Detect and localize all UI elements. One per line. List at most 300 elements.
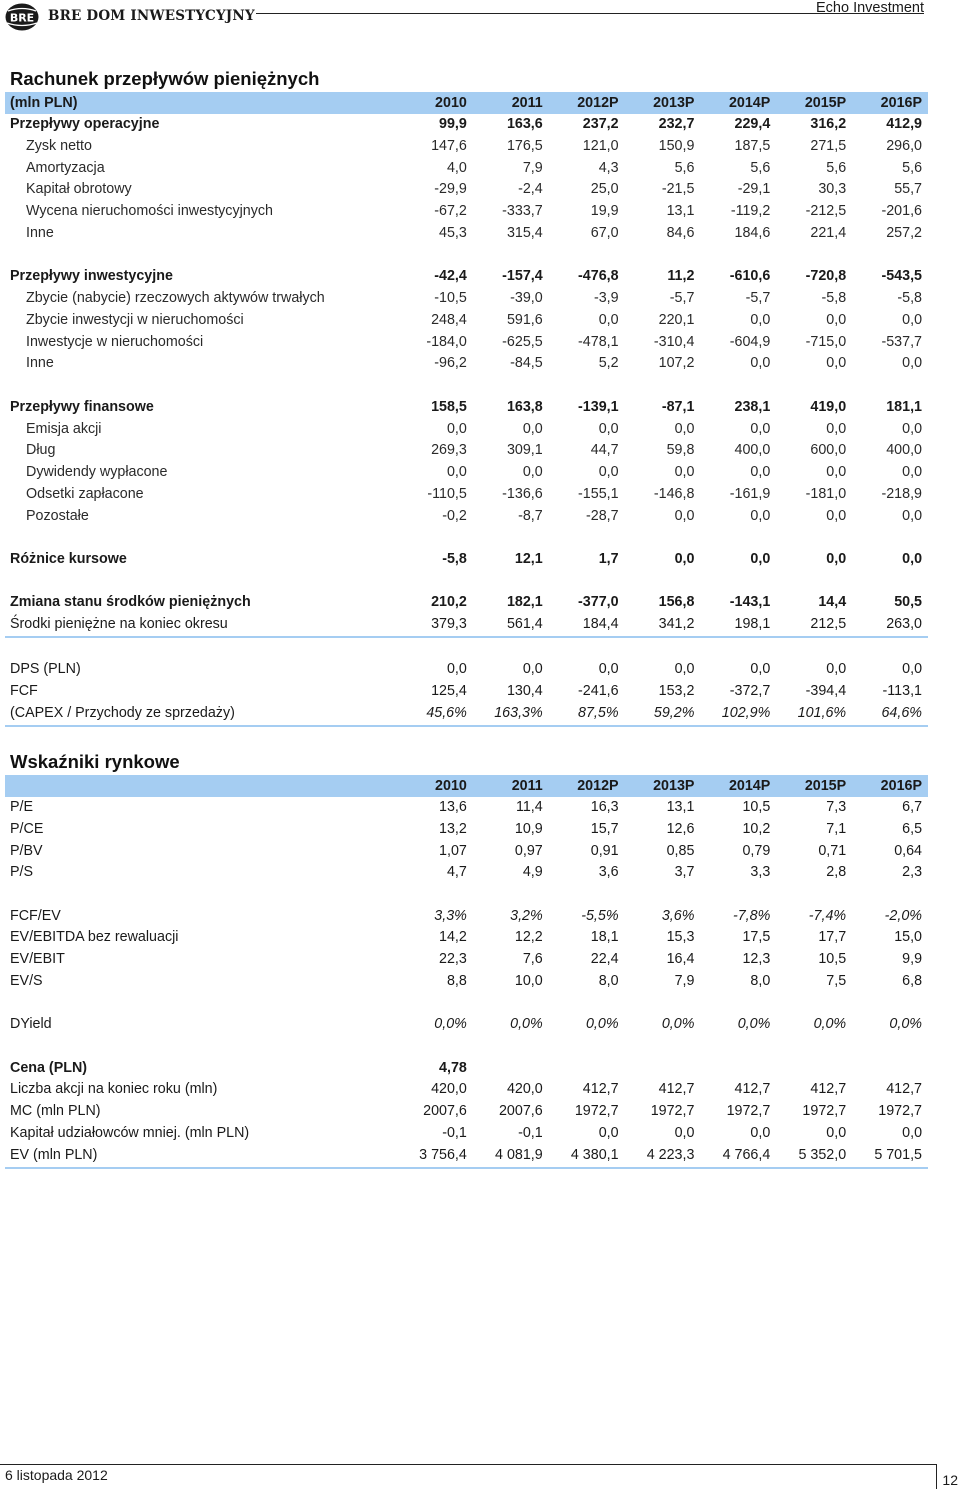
cell-value: -3,9 bbox=[593, 290, 619, 307]
row-label: Zbycie (nabycie) rzeczowych aktywów trwałych bbox=[26, 290, 325, 307]
table-row bbox=[5, 506, 928, 528]
cell-value: 17,7 bbox=[818, 929, 847, 946]
cell-value: 0,0% bbox=[585, 1016, 619, 1033]
row-label: Kapitał udziałowców mniej. (mln PLN) bbox=[10, 1125, 250, 1142]
cell-value: 3,7 bbox=[674, 864, 695, 881]
cell-value bbox=[625, 571, 701, 593]
spacer-row bbox=[5, 375, 928, 397]
cell-value bbox=[700, 571, 776, 593]
cell-value: 0,0 bbox=[902, 464, 923, 481]
row-label: Amortyzacja bbox=[26, 159, 105, 176]
cell-value bbox=[397, 884, 473, 906]
cell-value: 163,8 bbox=[506, 398, 543, 415]
cell-value: 15,3 bbox=[666, 929, 695, 946]
cell-value: 101,6% bbox=[776, 703, 852, 726]
cell-value: 0,0 bbox=[522, 420, 543, 437]
cell-value: 4,7 bbox=[446, 864, 467, 881]
cell-value: 102,9% bbox=[700, 703, 776, 726]
cell-value: 420,0 bbox=[506, 1081, 543, 1098]
cell-value bbox=[549, 993, 625, 1015]
cell-value: 341,2 bbox=[625, 614, 701, 637]
cell-value: 12,2 bbox=[514, 929, 543, 946]
table-row bbox=[5, 179, 928, 201]
cell-value: 2011 bbox=[473, 92, 549, 114]
cell-value: -29,9 bbox=[434, 181, 467, 198]
cell-value bbox=[700, 637, 776, 660]
table-header-row bbox=[5, 775, 928, 797]
cell-value: -139,1 bbox=[578, 398, 619, 415]
cell-value: 9,9 bbox=[902, 951, 923, 968]
table-row bbox=[5, 841, 928, 863]
cell-value: 0,0 bbox=[446, 661, 467, 678]
row-label bbox=[5, 571, 397, 593]
cell-value bbox=[549, 245, 625, 267]
cell-value: 379,3 bbox=[397, 614, 473, 637]
row-label: Przepływy inwestycyjne bbox=[10, 268, 173, 285]
table-row bbox=[5, 1058, 928, 1080]
row-label: Inne bbox=[26, 224, 54, 241]
cell-value: 316,2 bbox=[810, 116, 847, 132]
cell-value bbox=[852, 993, 928, 1015]
cell-value: 15,0 bbox=[894, 929, 923, 946]
cell-value bbox=[625, 637, 701, 660]
row-label: Wycena nieruchomości inwestycyjnych bbox=[26, 203, 273, 220]
table-row bbox=[5, 549, 928, 571]
cell-value: 210,2 bbox=[431, 594, 467, 611]
cell-value: 2013P bbox=[625, 92, 701, 114]
cell-value: 412,7 bbox=[658, 1081, 695, 1098]
cell-value bbox=[549, 637, 625, 660]
cell-value: 15,7 bbox=[590, 820, 619, 837]
cell-value: 0,0 bbox=[674, 1125, 695, 1142]
cell-value: -333,7 bbox=[502, 203, 543, 220]
table-row bbox=[5, 201, 928, 223]
cell-value: -377,0 bbox=[578, 594, 619, 611]
cell-value: 2010 bbox=[397, 92, 473, 114]
cell-value: 315,4 bbox=[506, 224, 543, 241]
cell-value: 0,0% bbox=[434, 1016, 467, 1033]
row-label: Zysk netto bbox=[26, 137, 92, 154]
row-label: EV/EBIT bbox=[10, 951, 65, 968]
cell-value: 2011 bbox=[473, 775, 549, 797]
cell-value: -372,7 bbox=[729, 683, 771, 700]
cell-value bbox=[700, 528, 776, 550]
cell-value: 2014P bbox=[700, 775, 776, 797]
cell-value bbox=[776, 1036, 852, 1058]
table-row bbox=[5, 659, 928, 681]
cell-value: 12,6 bbox=[666, 820, 695, 837]
cell-value bbox=[700, 993, 776, 1015]
cell-value: -212,5 bbox=[805, 203, 847, 220]
footer-vertical-rule bbox=[936, 1464, 937, 1489]
cell-value bbox=[473, 993, 549, 1015]
row-label: Inne bbox=[26, 355, 54, 372]
cell-value bbox=[473, 571, 549, 593]
cell-value: 14,2 bbox=[439, 929, 467, 946]
cell-value: -161,9 bbox=[729, 485, 771, 502]
cell-value bbox=[852, 1036, 928, 1058]
cell-value: 2016P bbox=[852, 92, 928, 114]
spacer-row bbox=[5, 884, 928, 906]
cell-value: -394,4 bbox=[805, 683, 847, 700]
cell-value: 4 766,4 bbox=[700, 1145, 776, 1168]
cell-value: 59,8 bbox=[666, 442, 695, 459]
cell-value: 420,0 bbox=[431, 1081, 467, 1098]
cell-value bbox=[397, 375, 473, 397]
cell-value bbox=[852, 528, 928, 550]
row-label: (CAPEX / Przychody ze sprzedaży) bbox=[5, 703, 397, 726]
cell-value: 150,9 bbox=[658, 137, 695, 154]
row-label: Przepływy operacyjne bbox=[10, 116, 160, 132]
cell-value: 158,5 bbox=[431, 398, 467, 415]
cell-value: 13,1 bbox=[666, 799, 695, 815]
cell-value: 7,5 bbox=[826, 973, 847, 990]
cashflow-title: Rachunek przepływów pieniężnych bbox=[10, 68, 320, 89]
cell-value: 3 756,4 bbox=[397, 1145, 473, 1168]
cell-value: 0,0 bbox=[902, 311, 923, 328]
cell-value: 412,7 bbox=[886, 1081, 923, 1098]
cell-value: -0,1 bbox=[518, 1125, 543, 1142]
row-label: (mln PLN) bbox=[5, 92, 397, 114]
cell-value: -476,8 bbox=[578, 268, 619, 285]
cell-value: 0,0% bbox=[737, 1016, 771, 1033]
row-label: Odsetki zapłacone bbox=[26, 485, 144, 502]
cell-value: 13,1 bbox=[666, 203, 695, 220]
cell-value: -610,6 bbox=[729, 268, 771, 285]
spacer-row bbox=[5, 993, 928, 1015]
cell-value: 1,7 bbox=[598, 551, 619, 568]
cell-value: 2,8 bbox=[826, 864, 847, 881]
row-label: EV/S bbox=[10, 973, 43, 990]
cell-value: 0,0 bbox=[750, 551, 771, 568]
row-label: Kapitał obrotowy bbox=[26, 181, 132, 198]
row-label: Liczba akcji na koniec roku (mln) bbox=[10, 1081, 218, 1098]
cell-value: 0,0 bbox=[750, 420, 771, 437]
cell-value bbox=[473, 1058, 549, 1080]
cell-value bbox=[700, 375, 776, 397]
table-row bbox=[5, 1123, 928, 1145]
cell-value: 55,7 bbox=[894, 181, 923, 198]
cell-value: 0,0 bbox=[674, 551, 695, 568]
cell-value bbox=[852, 245, 928, 267]
cell-value: 10,2 bbox=[742, 820, 771, 837]
cell-value: 5,6 bbox=[750, 159, 771, 176]
table-row bbox=[5, 1145, 928, 1168]
cell-value: 2010 bbox=[397, 775, 473, 797]
cell-value: 400,0 bbox=[734, 442, 771, 459]
table-row bbox=[5, 614, 928, 637]
row-label: Zbycie inwestycji w nieruchomości bbox=[26, 311, 244, 328]
cell-value: 30,3 bbox=[818, 181, 847, 198]
table-row bbox=[5, 136, 928, 158]
row-label bbox=[5, 375, 397, 397]
cell-value: 59,2% bbox=[625, 703, 701, 726]
cell-value bbox=[852, 375, 928, 397]
cell-value: 0,0 bbox=[750, 661, 771, 678]
cell-value: -67,2 bbox=[434, 203, 467, 220]
table-row bbox=[5, 797, 928, 819]
cell-value: 87,5% bbox=[549, 703, 625, 726]
row-label: P/S bbox=[10, 864, 34, 881]
cell-value: -155,1 bbox=[578, 485, 619, 502]
cashflow-table bbox=[5, 92, 928, 727]
cell-value: 419,0 bbox=[810, 398, 847, 415]
row-label bbox=[5, 637, 397, 660]
cell-value: 4,78 bbox=[439, 1059, 467, 1076]
cell-value: 11,2 bbox=[667, 268, 695, 285]
cell-value: 5,6 bbox=[902, 159, 923, 176]
cell-value: -21,5 bbox=[661, 181, 695, 198]
cell-value bbox=[549, 884, 625, 906]
row-label bbox=[5, 245, 397, 267]
cell-value: 1972,7 bbox=[726, 1103, 771, 1120]
table-row bbox=[5, 223, 928, 245]
cell-value bbox=[625, 1058, 701, 1080]
row-label: Środki pieniężne na koniec okresu bbox=[5, 614, 397, 637]
cell-value: 412,7 bbox=[582, 1081, 619, 1098]
cell-value: 296,0 bbox=[886, 137, 923, 154]
cell-value: 156,8 bbox=[658, 594, 695, 611]
cell-value: -110,5 bbox=[427, 485, 467, 502]
brand-name: BRE DOM INWESTYCYJNY bbox=[48, 8, 255, 24]
cell-value: 0,0 bbox=[522, 661, 543, 678]
spacer-row bbox=[5, 571, 928, 593]
cell-value: 3,6% bbox=[661, 907, 695, 924]
cell-value: 0,0 bbox=[598, 1125, 619, 1142]
cell-value: 0,71 bbox=[818, 842, 847, 859]
cell-value bbox=[700, 1058, 776, 1080]
row-label: Zmiana stanu środków pieniężnych bbox=[10, 594, 251, 611]
row-label: EV (mln PLN) bbox=[5, 1145, 397, 1168]
cell-value: 0,0 bbox=[826, 464, 847, 481]
table-row bbox=[5, 158, 928, 180]
footer-date: 6 listopada 2012 bbox=[5, 1467, 108, 1483]
cell-value: -720,8 bbox=[805, 268, 847, 285]
ratios-title: Wskaźniki rynkowe bbox=[10, 751, 180, 772]
table-row bbox=[5, 592, 928, 614]
cell-value bbox=[473, 884, 549, 906]
cell-value: 10,5 bbox=[742, 799, 771, 815]
cell-value: 50,5 bbox=[894, 594, 923, 611]
cell-value: -8,7 bbox=[518, 507, 543, 524]
cell-value bbox=[473, 528, 549, 550]
cell-value: 67,0 bbox=[590, 224, 619, 241]
table-row bbox=[5, 440, 928, 462]
cell-value bbox=[625, 884, 701, 906]
cell-value bbox=[397, 1036, 473, 1058]
table-row bbox=[5, 353, 928, 375]
cell-value bbox=[549, 1058, 625, 1080]
cell-value: 25,0 bbox=[590, 181, 619, 198]
cell-value bbox=[625, 993, 701, 1015]
cell-value: 13,6 bbox=[439, 799, 467, 815]
cell-value: 22,3 bbox=[439, 951, 467, 968]
cell-value bbox=[473, 245, 549, 267]
company-name: Echo Investment bbox=[816, 0, 924, 16]
cell-value: 0,0 bbox=[826, 420, 847, 437]
row-label: DYield bbox=[10, 1016, 52, 1033]
cell-value: -310,4 bbox=[653, 333, 695, 350]
cell-value: -143,1 bbox=[729, 594, 771, 611]
cell-value: -96,2 bbox=[434, 355, 467, 372]
cell-value bbox=[776, 571, 852, 593]
cell-value: 16,4 bbox=[666, 951, 695, 968]
cell-value bbox=[397, 245, 473, 267]
row-label: P/E bbox=[10, 799, 34, 815]
cell-value: 561,4 bbox=[473, 614, 549, 637]
row-label: Dług bbox=[26, 442, 56, 459]
cell-value: 0,0% bbox=[889, 1016, 923, 1033]
spacer-row bbox=[5, 528, 928, 550]
cell-value: -42,4 bbox=[434, 268, 467, 285]
table-row bbox=[5, 484, 928, 506]
cell-value: 2015P bbox=[776, 775, 852, 797]
svg-text:BRE: BRE bbox=[9, 11, 35, 25]
cell-value: 198,1 bbox=[700, 614, 776, 637]
cell-value: 7,1 bbox=[826, 820, 847, 837]
cell-value: 0,0 bbox=[750, 1125, 771, 1142]
cell-value: 0,0 bbox=[826, 507, 847, 524]
cell-value bbox=[776, 245, 852, 267]
cell-value: 0,0 bbox=[598, 311, 619, 328]
page-header bbox=[0, 0, 960, 40]
cell-value: -157,4 bbox=[502, 268, 543, 285]
cell-value: 0,0 bbox=[826, 551, 847, 568]
cell-value bbox=[397, 637, 473, 660]
cell-value: 0,91 bbox=[590, 842, 619, 859]
cell-value: -218,9 bbox=[881, 485, 923, 502]
cell-value bbox=[700, 884, 776, 906]
cell-value: -7,8% bbox=[732, 907, 771, 924]
cell-value: 0,0 bbox=[902, 661, 923, 678]
cell-value: 0,0 bbox=[674, 661, 695, 678]
cell-value: 0,79 bbox=[742, 842, 771, 859]
cell-value: 7,3 bbox=[826, 799, 847, 815]
cell-value: 6,7 bbox=[902, 799, 923, 815]
cell-value: -241,6 bbox=[578, 683, 619, 700]
table-row bbox=[5, 397, 928, 419]
row-label bbox=[5, 775, 397, 797]
cell-value: -5,5% bbox=[581, 907, 619, 924]
cell-value: -5,8 bbox=[821, 290, 847, 307]
cell-value: -5,7 bbox=[669, 290, 695, 307]
cell-value: 412,9 bbox=[886, 116, 923, 132]
cell-value: -543,5 bbox=[881, 268, 923, 285]
cell-value bbox=[625, 1036, 701, 1058]
table-row bbox=[5, 971, 928, 993]
cell-value: 4,0 bbox=[446, 159, 467, 176]
cell-value: 107,2 bbox=[658, 355, 695, 372]
cell-value: 309,1 bbox=[506, 442, 543, 459]
cell-value bbox=[397, 571, 473, 593]
cell-value: 44,7 bbox=[590, 442, 619, 459]
row-label: P/BV bbox=[10, 842, 43, 859]
cell-value: 232,7 bbox=[658, 116, 695, 132]
cell-value: 10,0 bbox=[514, 973, 543, 990]
cell-value bbox=[397, 528, 473, 550]
cell-value: 7,9 bbox=[522, 159, 543, 176]
row-label: Dywidendy wypłacone bbox=[26, 464, 168, 481]
cell-value: -5,8 bbox=[897, 290, 923, 307]
cell-value: 176,5 bbox=[506, 137, 543, 154]
cell-value: -625,5 bbox=[502, 333, 543, 350]
table-row bbox=[5, 1101, 928, 1123]
cell-value: 4,9 bbox=[522, 864, 543, 881]
cell-value: 0,97 bbox=[514, 842, 543, 859]
cell-value: 6,8 bbox=[902, 973, 923, 990]
cell-value: 271,5 bbox=[810, 137, 847, 154]
cell-value: 0,0% bbox=[661, 1016, 695, 1033]
cell-value: 10,5 bbox=[818, 951, 847, 968]
cell-value: 0,0 bbox=[750, 311, 771, 328]
table-row bbox=[5, 288, 928, 310]
table-row bbox=[5, 1079, 928, 1101]
cell-value: 2,3 bbox=[902, 864, 923, 881]
cell-value: 13,2 bbox=[439, 820, 467, 837]
cell-value bbox=[776, 884, 852, 906]
cell-value: 0,0 bbox=[826, 661, 847, 678]
cell-value: 237,2 bbox=[582, 116, 619, 132]
cell-value: 2015P bbox=[776, 92, 852, 114]
table-row bbox=[5, 949, 928, 971]
cell-value: 0,64 bbox=[894, 842, 923, 859]
cell-value: -2,4 bbox=[518, 181, 543, 198]
cell-value: 0,0 bbox=[750, 464, 771, 481]
cell-value: 4 380,1 bbox=[549, 1145, 625, 1168]
cell-value bbox=[776, 993, 852, 1015]
cell-value: 163,3% bbox=[473, 703, 549, 726]
cell-value: 19,9 bbox=[590, 203, 619, 220]
cell-value: 2016P bbox=[852, 775, 928, 797]
cell-value: -715,0 bbox=[805, 333, 847, 350]
cell-value: -604,9 bbox=[729, 333, 771, 350]
cell-value: 0,0 bbox=[446, 464, 467, 481]
row-label: Cena (PLN) bbox=[10, 1059, 88, 1076]
cell-value: -29,1 bbox=[737, 181, 771, 198]
cell-value: 0,0 bbox=[826, 1125, 847, 1142]
page-number: 12 bbox=[942, 1472, 958, 1488]
cell-value: 0,0 bbox=[674, 464, 695, 481]
cell-value: 4 081,9 bbox=[473, 1145, 549, 1168]
row-label: Różnice kursowe bbox=[10, 551, 127, 568]
cell-value: 5,2 bbox=[598, 355, 619, 372]
cell-value: 3,3% bbox=[434, 907, 467, 924]
cell-value: 6,5 bbox=[902, 820, 923, 837]
cell-value: 269,3 bbox=[431, 442, 467, 459]
ratios-table bbox=[5, 775, 928, 1169]
cell-value: 248,4 bbox=[431, 311, 467, 328]
cell-value: -184,0 bbox=[426, 333, 467, 350]
cell-value: 3,3 bbox=[750, 864, 771, 881]
cell-value: 125,4 bbox=[431, 683, 467, 700]
row-label bbox=[5, 1036, 397, 1058]
cell-value: -28,7 bbox=[585, 507, 619, 524]
row-label: DPS (PLN) bbox=[10, 661, 81, 678]
cell-value: 0,0 bbox=[674, 507, 695, 524]
cell-value: -136,6 bbox=[502, 485, 543, 502]
cell-value: 184,6 bbox=[734, 224, 771, 241]
cell-value: -5,7 bbox=[745, 290, 771, 307]
cell-value bbox=[852, 884, 928, 906]
cell-value: -0,2 bbox=[442, 507, 467, 524]
table-row bbox=[5, 862, 928, 884]
cell-value: 12,1 bbox=[514, 551, 543, 568]
cell-value: 0,0 bbox=[902, 1125, 923, 1142]
cell-value bbox=[473, 1036, 549, 1058]
cell-value: 187,5 bbox=[734, 137, 771, 154]
cell-value: 220,1 bbox=[658, 311, 695, 328]
cell-value: 1,07 bbox=[439, 842, 467, 859]
